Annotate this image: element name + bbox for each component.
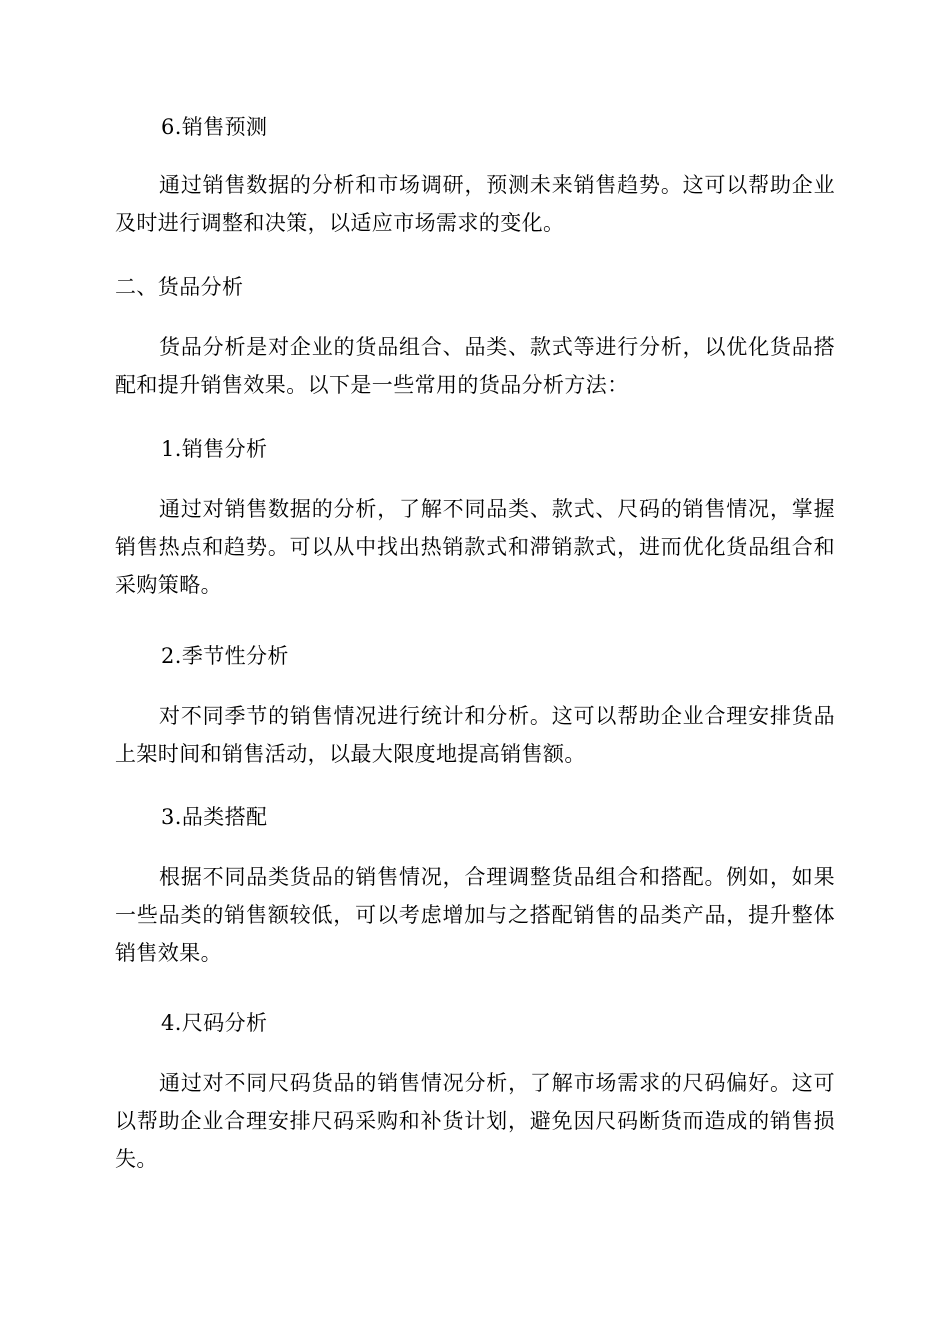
paragraph-category-matching: 根据不同品类货品的销售情况，合理调整货品组合和搭配。例如，如果一些品类的销售额较低，可以考虑增加与之搭配销售的品类产品，提升整体销售效果。 — [115, 865, 835, 965]
heading-size-analysis: 4.尺码分析 — [161, 1011, 268, 1035]
heading-category-matching: 3.品类搭配 — [161, 805, 268, 829]
section-heading-goods-analysis: 二、货品分析 — [115, 275, 244, 299]
heading-sales-forecast: 6.销售预测 — [161, 115, 268, 139]
paragraph-goods-analysis: 货品分析是对企业的货品组合、品类、款式等进行分析，以优化货品搭配和提升销售效果。以下是一些常用的货品分析方法： — [115, 335, 835, 397]
paragraph-sales-forecast: 通过销售数据的分析和市场调研，预测未来销售趋势。这可以帮助企业及时进行调整和决策，以适应市场需求的变化。 — [115, 173, 835, 235]
paragraph-seasonal-analysis: 对不同季节的销售情况进行统计和分析。这可以帮助企业合理安排货品上架时间和销售活动，以最大限度地提高销售额。 — [115, 704, 835, 766]
heading-sales-analysis: 1.销售分析 — [161, 437, 268, 461]
heading-seasonal-analysis: 2.季节性分析 — [161, 644, 289, 668]
paragraph-sales-analysis: 通过对销售数据的分析，了解不同品类、款式、尺码的销售情况，掌握销售热点和趋势。可以从中找出热销款式和滞销款式，进而优化货品组合和采购策略。 — [115, 497, 835, 597]
paragraph-size-analysis: 通过对不同尺码货品的销售情况分析，了解市场需求的尺码偏好。这可以帮助企业合理安排尺码采购和补货计划，避免因尺码断货而造成的销售损失。 — [115, 1071, 835, 1171]
